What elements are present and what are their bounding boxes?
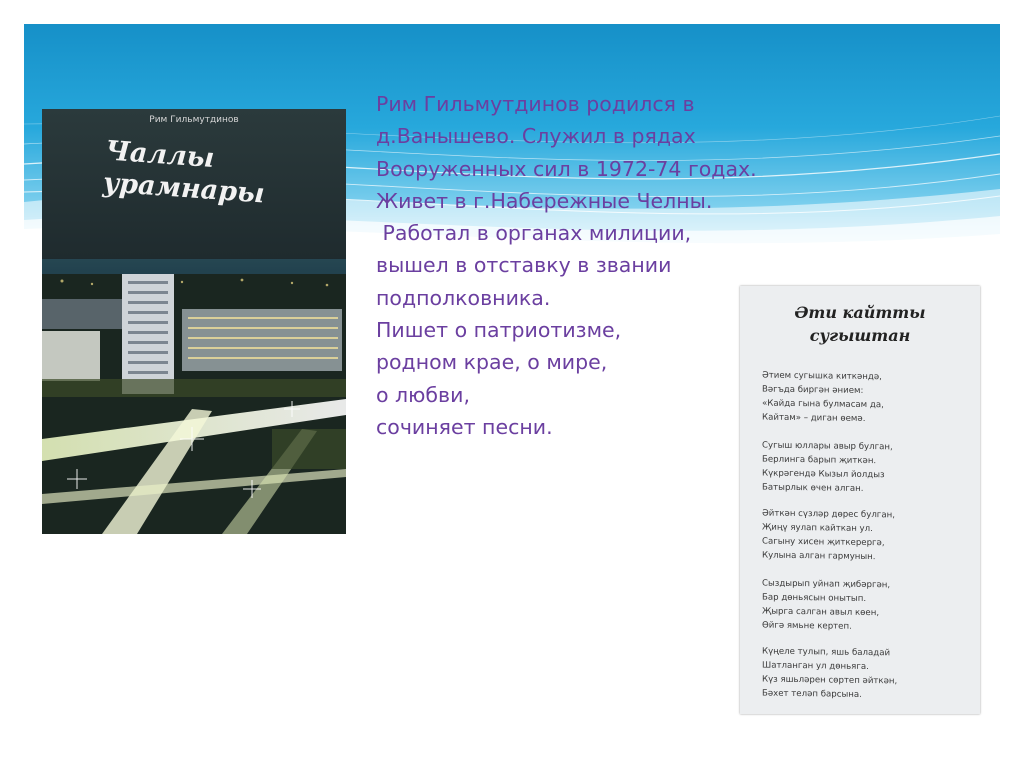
poem-stanza: Күңеле тулып, яшь баладай Шатланган ул дөньяга. Күз яшьләрен сөртеп әйткән, Бәхет теләп барсына. bbox=[762, 646, 898, 700]
poem-stanza: Әйткән сүзләр дөрес булган, Җиңү яулап кайткан ул. Сагыну хисен җиткерергә, Кулына алган гармунын. bbox=[762, 508, 895, 563]
book-title-line2: урамнары bbox=[102, 167, 266, 210]
poem-title-line1: Әти кайтты bbox=[794, 303, 926, 322]
poem-title-line2: сугыштан bbox=[809, 326, 911, 345]
book-cover-photo bbox=[42, 109, 346, 534]
poem-page-photo bbox=[740, 286, 980, 714]
book-author: Рим Гильмутдинов bbox=[149, 115, 239, 125]
poem-title bbox=[770, 301, 950, 347]
poem-stanza: Сыздырып уйнап җибәргән, Бар дөньясын онытып. Җырга салган авыл көен, Өйгә ямьне кертеп. bbox=[762, 578, 891, 632]
poem-stanza: Сугыш юллары авыр булган, Берлинга барып җиткән. Күкрәгендә Кызыл йолдыз Батырлык өчен алган. bbox=[762, 440, 893, 494]
biography-text: Рим Гильмутдинов родился в д.Ванышево. Служил в рядах Вооруженных сил в 1972-74 годах. Живет в г.Набережные Челны. Работал в органах милиции, вышел в отставку в звании подполковника. Пишет о патриотизме, родном крае, о мире, о любви, сочиняет песни. bbox=[376, 92, 757, 439]
book-title-line1: Чаллы bbox=[104, 135, 216, 174]
poem-stanza: Әтием сугышка киткәндә, Вәгъда биргән әнием: «Кайда гына булмасам да, Кайтам» – диган өемә. bbox=[762, 370, 884, 424]
slide bbox=[24, 24, 1000, 767]
book-title bbox=[102, 135, 268, 210]
